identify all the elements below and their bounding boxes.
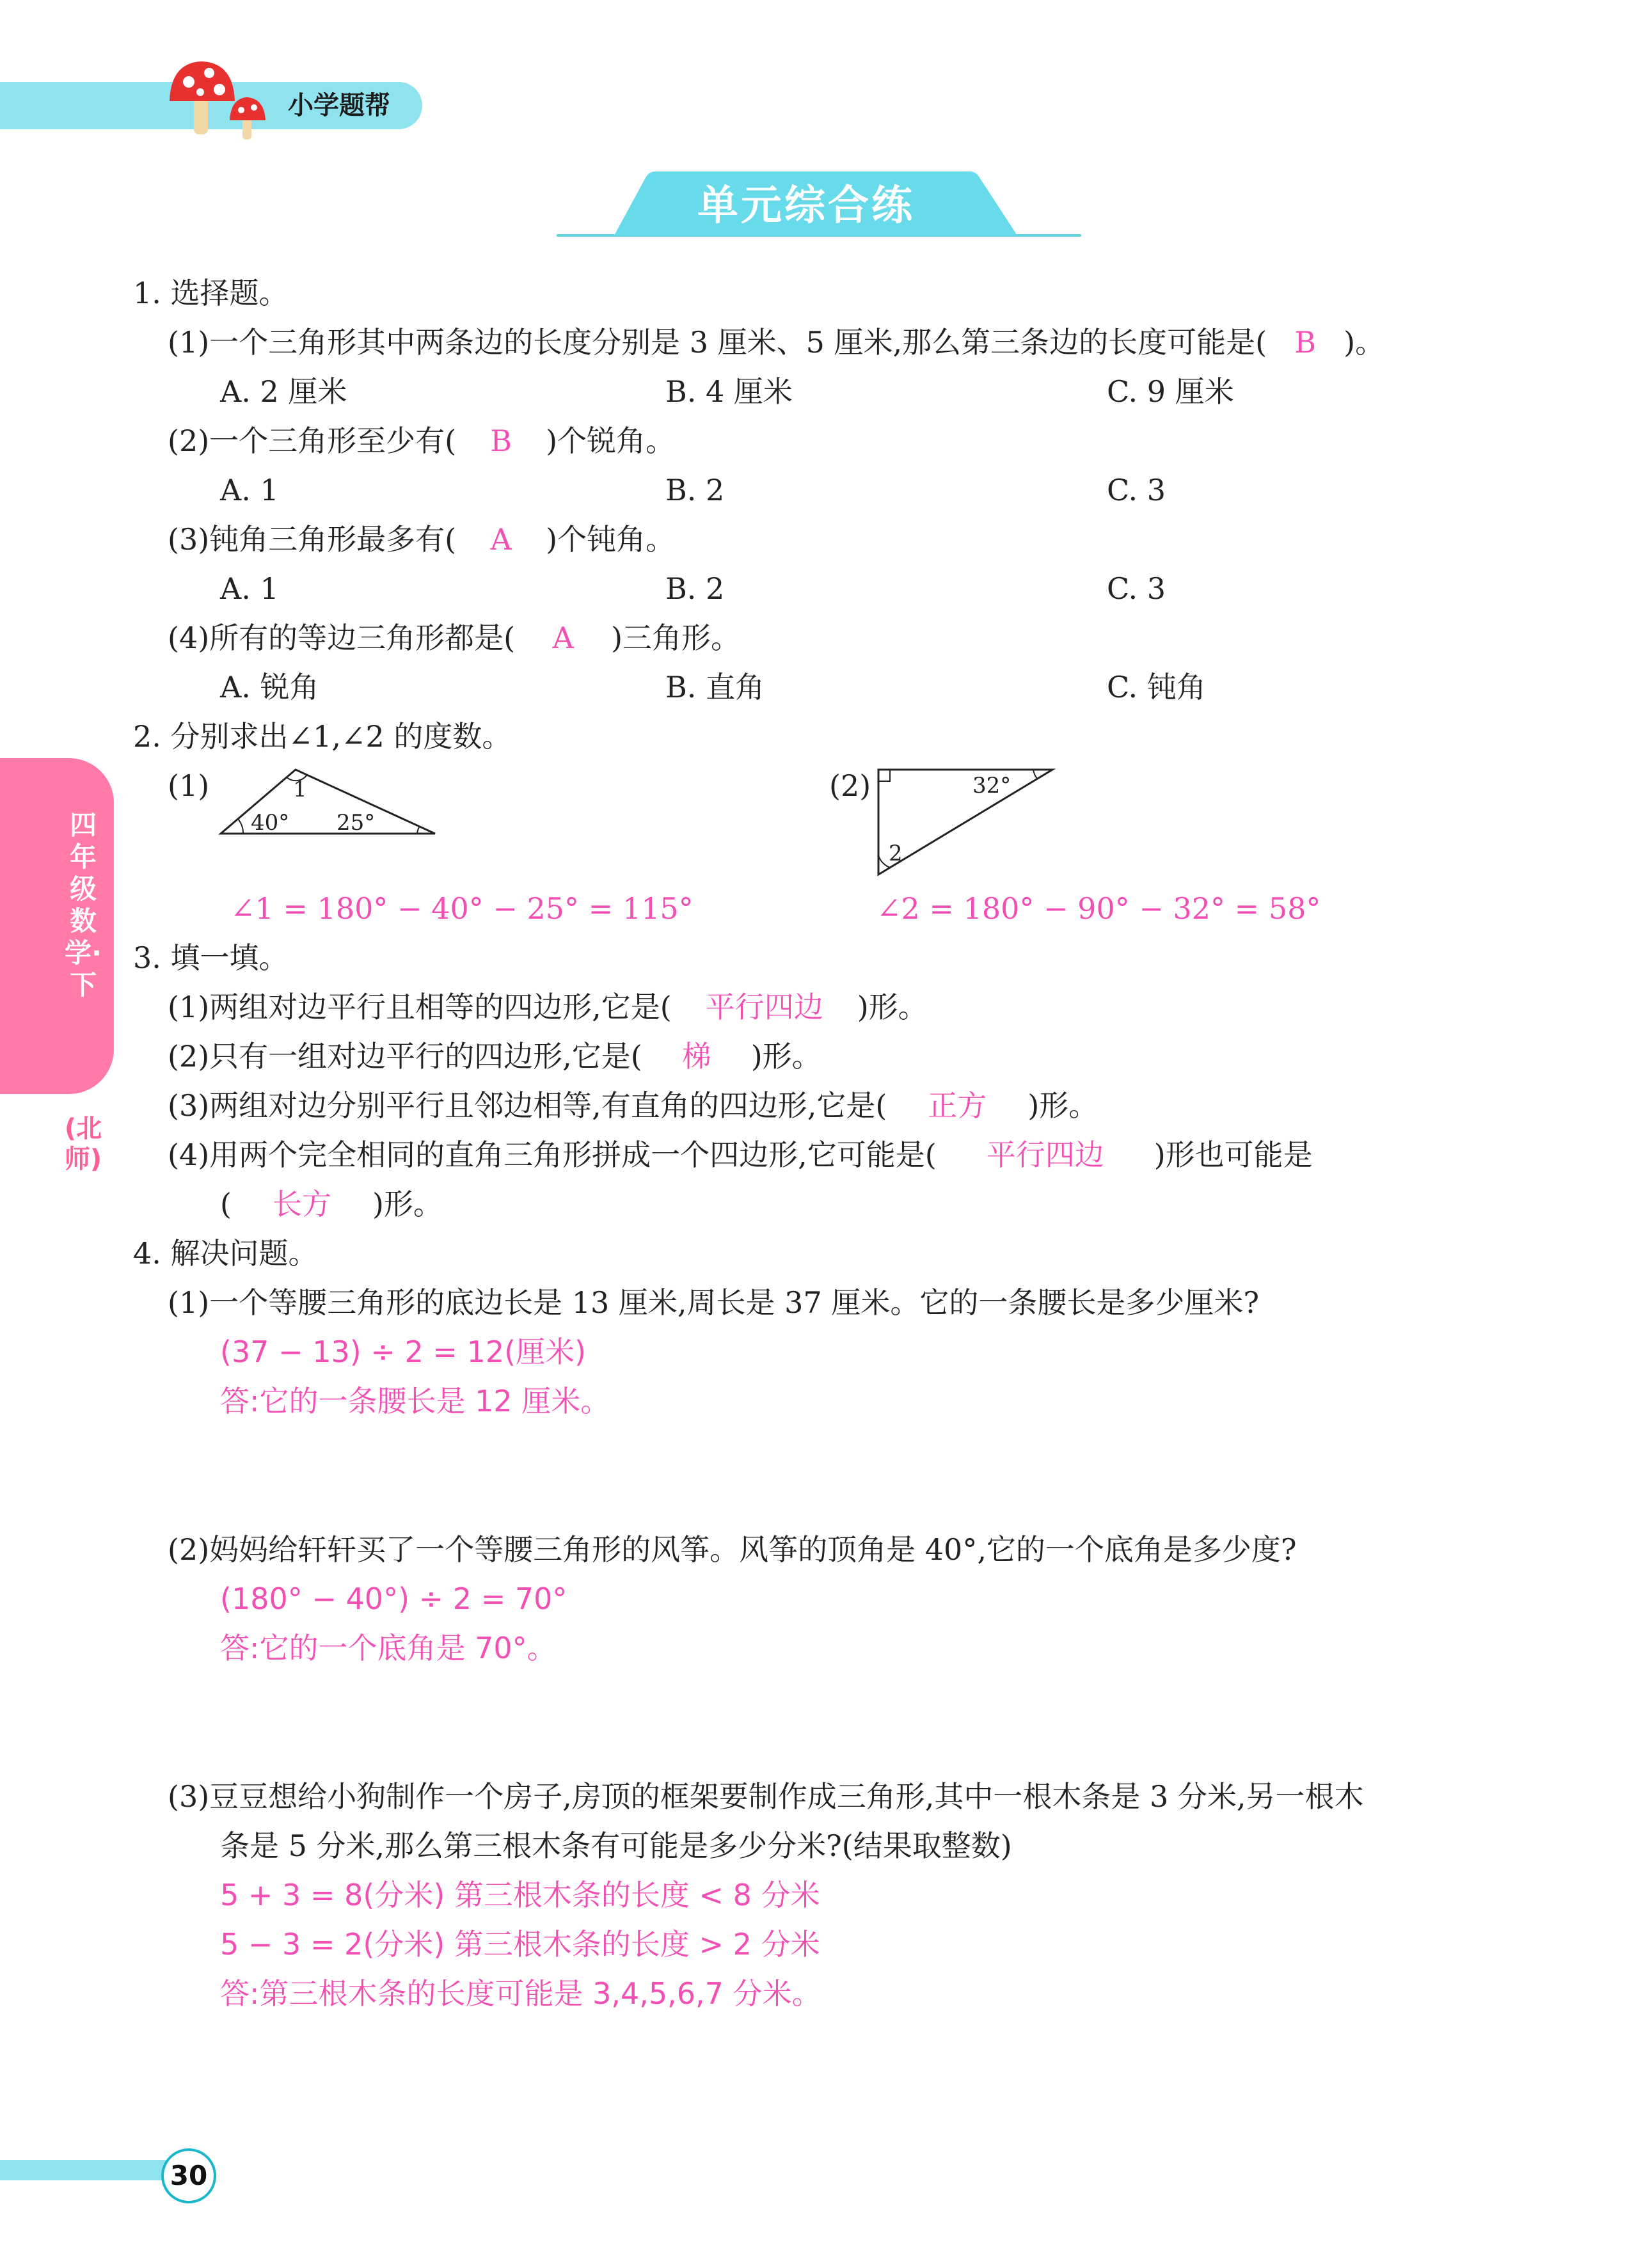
s1-q3-option-c: C. 3: [1107, 571, 1166, 606]
s1-q2-option-b: B. 2: [665, 473, 725, 507]
s3-q1: [168, 988, 928, 1026]
brand-name: 小学题帮: [288, 91, 390, 120]
s1-q1: [168, 323, 1384, 361]
s1-q1-answer: B: [1294, 325, 1317, 360]
s1-q3-option-b: B. 2: [665, 571, 725, 606]
s1-q4-answer: A: [552, 621, 574, 655]
s3-q2: [168, 1037, 821, 1075]
s1-q3-option-a: A. 1: [220, 571, 279, 606]
s1-q4-option-b: B. 直角: [665, 670, 765, 704]
s3-q1-text: (1)两组对边平行且相等的四边形,它是(: [168, 990, 672, 1024]
s1-q2-option-c: C. 3: [1107, 473, 1166, 507]
s1-q4-option-a: A. 锐角: [220, 670, 319, 704]
s3-q1-answer: 平行四边: [705, 990, 823, 1024]
s1-q1-option-b: B. 4 厘米: [665, 374, 793, 409]
s3-q4-close2: )形。: [372, 1187, 443, 1221]
s3-q2-text: (2)只有一组对边平行的四边形,它是(: [168, 1039, 642, 1074]
s1-q1-option-a: A. 2 厘米: [220, 374, 347, 409]
s3-q3-text: (3)两组对边分别平行且邻边相等,有直角的四边形,它是(: [168, 1088, 887, 1123]
page-title: 单元综合练: [697, 182, 915, 230]
s4-q2-work: (180° − 40°) ÷ 2 = 70°: [220, 1582, 567, 1616]
s3-q3-answer: 正方: [928, 1088, 987, 1123]
section-2-heading: 2. 分别求出∠1,∠2 的度数。: [133, 719, 512, 754]
figure-1-answer: ∠1 = 180° − 40° − 25° = 115°: [230, 891, 694, 926]
s1-q3-text: (3)钝角三角形最多有(: [168, 522, 457, 557]
s1-q4-option-c: C. 钝角: [1107, 670, 1206, 704]
s4-q1-answer: 答:它的一条腰长是 12 厘米。: [220, 1384, 610, 1418]
s3-q2-close: )形。: [750, 1039, 821, 1074]
s4-q1-text: (1)一个等腰三角形的底边长是 13 厘米,周长是 37 厘米。它的一条腰长是多少厘米?: [168, 1285, 1259, 1320]
s3-q1-close: )形。: [857, 990, 928, 1024]
s1-q3: [168, 520, 675, 559]
s4-q3-text-line2: 条是 5 分米,那么第三根木条有可能是多少分米?(结果取整数): [220, 1828, 1012, 1863]
mushroom-logo-icon: [163, 56, 278, 146]
s1-q2-option-a: A. 1: [220, 473, 279, 507]
figure-1-label: (1): [168, 768, 210, 803]
s4-q3-work-2: 5 − 3 = 2(分米) 第三根木条的长度 > 2 分米: [220, 1927, 820, 1962]
s3-q3-close: )形。: [1027, 1088, 1099, 1123]
s3-q4-close: )形也可能是: [1154, 1138, 1313, 1172]
s4-q3-text-line1: (3)豆豆想给小狗制作一个房子,房顶的框架要制作成三角形,其中一根木条是 3 分米,另一根木: [168, 1779, 1364, 1814]
section-4-heading: 4. 解决问题。: [133, 1236, 318, 1271]
s4-q1-work: (37 − 13) ÷ 2 = 12(厘米): [220, 1335, 587, 1369]
s1-q1-close: )。: [1344, 325, 1385, 360]
triangle-figure-1: [218, 765, 441, 838]
s3-q3: [168, 1086, 1098, 1125]
s3-q4-line2: [220, 1185, 443, 1223]
footer-bar: [0, 2160, 173, 2180]
edition-label: (北师): [64, 1114, 102, 1174]
s3-q4-answer2: 长方: [272, 1187, 331, 1221]
figure-2-answer: ∠2 = 180° − 90° − 32° = 58°: [876, 891, 1321, 926]
grade-label: 四年级数学·下: [65, 809, 102, 1001]
s3-q4: [168, 1136, 1313, 1174]
figure-1-angle-25: 25°: [337, 810, 376, 836]
page-number: 30: [161, 2148, 216, 2203]
s1-q4-text: (4)所有的等边三角形都是(: [168, 621, 516, 655]
s1-q3-answer: A: [490, 522, 512, 557]
s1-q2-answer: B: [490, 424, 512, 458]
s1-q2: [168, 422, 675, 460]
s3-q4-text: (4)用两个完全相同的直角三角形拼成一个四边形,它可能是(: [168, 1138, 937, 1172]
s1-q1-text: (1)一个三角形其中两条边的长度分别是 3 厘米、5 厘米,那么第三条边的长度可能是(: [168, 325, 1267, 360]
s3-q4-open2: (: [220, 1187, 232, 1221]
s1-q4: [168, 619, 740, 657]
figure-2-angle-32: 32°: [972, 773, 1011, 798]
s4-q2-text: (2)妈妈给轩轩买了一个等腰三角形的风筝。风筝的顶角是 40°,它的一个底角是多少度?: [168, 1532, 1297, 1567]
triangle-figure-2: [873, 765, 1059, 880]
figure-2-label: (2): [829, 768, 871, 803]
s3-q2-answer: 梯: [681, 1039, 711, 1074]
s4-q2-answer: 答:它的一个底角是 70°。: [220, 1631, 557, 1665]
s1-q2-text: (2)一个三角形至少有(: [168, 424, 457, 458]
s1-q1-option-c: C. 9 厘米: [1107, 374, 1234, 409]
figure-1-angle-label: 1: [293, 777, 307, 802]
section-1-heading: 1. 选择题。: [133, 276, 289, 310]
figure-1-angle-40: 40°: [251, 810, 290, 836]
s4-q3-work-1: 5 + 3 = 8(分米) 第三根木条的长度 < 8 分米: [220, 1878, 820, 1912]
s1-q2-close: )个锐角。: [546, 424, 676, 458]
s1-q4-close: )三角形。: [611, 621, 741, 655]
figure-2-angle-label: 2: [889, 841, 903, 866]
s1-q3-close: )个钝角。: [546, 522, 676, 557]
s3-q4-answer: 平行四边: [986, 1138, 1104, 1172]
section-3-heading: 3. 填一填。: [133, 940, 289, 975]
s4-q3-answer: 答:第三根木条的长度可能是 3,4,5,6,7 分米。: [220, 1976, 821, 2011]
